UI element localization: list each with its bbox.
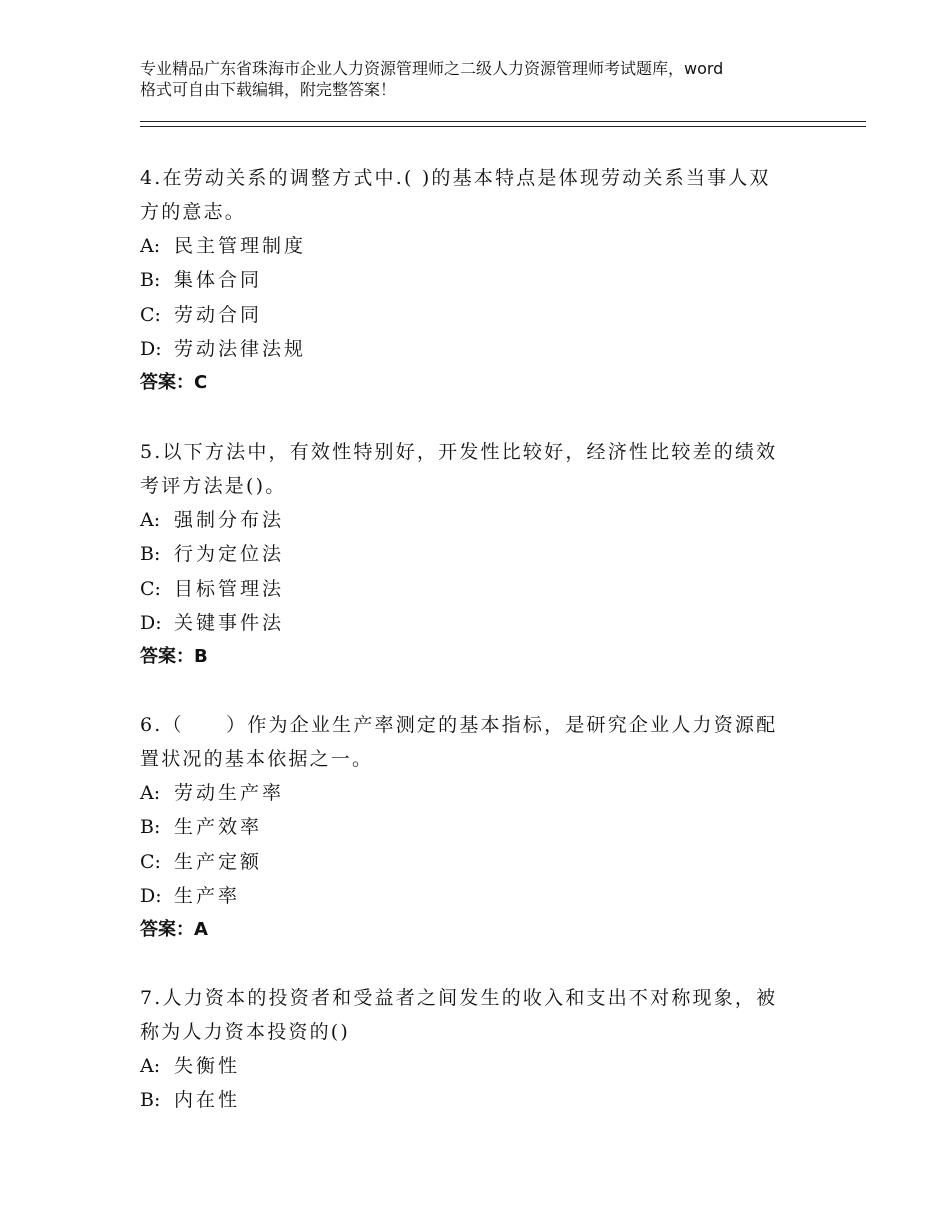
option-d: [140, 332, 820, 366]
question-block: [140, 435, 820, 674]
option-letter: C:: [140, 577, 161, 600]
question-stem-line: 7.人力资本的投资者和受益者之间发生的收入和支出不对称现象，被: [140, 987, 778, 1009]
option-letter: B:: [140, 1089, 161, 1112]
option-text: 生产率: [174, 884, 241, 907]
question-stem-line: 置状况的基本依据之一。: [140, 748, 374, 770]
option-text: 民主管理制度: [174, 235, 307, 257]
option-text: 强制分布法: [174, 509, 285, 531]
option-a: [140, 503, 820, 537]
option-c: [140, 572, 820, 606]
header-line-1: 专业精品广东省珠海市企业人力资源管理师之二级人力资源管理师考试题库，word: [140, 59, 724, 78]
option-text: 目标管理法: [174, 577, 285, 600]
option-b: [140, 1083, 820, 1117]
option-text: 关键事件法: [174, 611, 285, 634]
option-c: [140, 845, 820, 879]
option-a: [140, 1049, 820, 1083]
question-block: [140, 708, 820, 947]
option-text: 集体合同: [174, 269, 263, 292]
option-a: [140, 229, 820, 263]
option-letter: A:: [140, 509, 161, 531]
option-text: 内在性: [174, 1089, 241, 1112]
option-letter: D:: [140, 884, 162, 907]
option-letter: D:: [140, 337, 162, 360]
option-text: 生产定额: [174, 850, 263, 873]
option-letter: C:: [140, 303, 161, 326]
option-letter: A:: [140, 782, 161, 804]
option-b: [140, 537, 820, 571]
answer-line: 答案：B: [140, 646, 208, 668]
option-c: [140, 298, 820, 332]
option-a: [140, 776, 820, 810]
question-stem-line: 称为人力资本投资的(): [140, 1021, 351, 1043]
option-letter: B:: [140, 543, 161, 566]
option-text: 生产效率: [174, 816, 263, 839]
answer-line: 答案：A: [140, 919, 208, 941]
header-divider-bottom: [140, 126, 866, 127]
option-letter: B:: [140, 816, 161, 839]
option-letter: A:: [140, 1055, 161, 1077]
header-divider-top: [140, 121, 866, 122]
option-text: 劳动合同: [174, 303, 263, 326]
question-stem-line: 方的意志。: [140, 201, 247, 223]
option-letter: A:: [140, 235, 161, 257]
option-letter: D:: [140, 611, 162, 634]
question-stem-line: 4.在劳动关系的调整方式中.( )的基本特点是体现劳动关系当事人双: [140, 167, 771, 189]
question-block: [140, 161, 820, 400]
question-stem-line: 6.（ ）作为企业生产率测定的基本指标，是研究企业人力资源配: [140, 714, 778, 736]
option-text: 行为定位法: [174, 543, 285, 566]
option-text: 劳动法律法规: [174, 337, 307, 360]
option-letter: C:: [140, 850, 161, 873]
header-line-2: 格式可自由下载编辑，附完整答案！: [140, 80, 397, 99]
option-b: [140, 810, 820, 844]
question-block: [140, 981, 820, 1118]
question-stem-line: 考评方法是()。: [140, 475, 287, 497]
question-stem-line: 5.以下方法中，有效性特别好，开发性比较好，经济性比较差的绩效: [140, 441, 778, 463]
option-b: [140, 263, 820, 297]
option-d: [140, 606, 820, 640]
option-text: 失衡性: [174, 1055, 241, 1077]
option-text: 劳动生产率: [174, 782, 285, 804]
answer-line: 答案：C: [140, 372, 208, 394]
document-header: [140, 58, 830, 100]
option-d: [140, 879, 820, 913]
option-letter: B:: [140, 269, 161, 292]
